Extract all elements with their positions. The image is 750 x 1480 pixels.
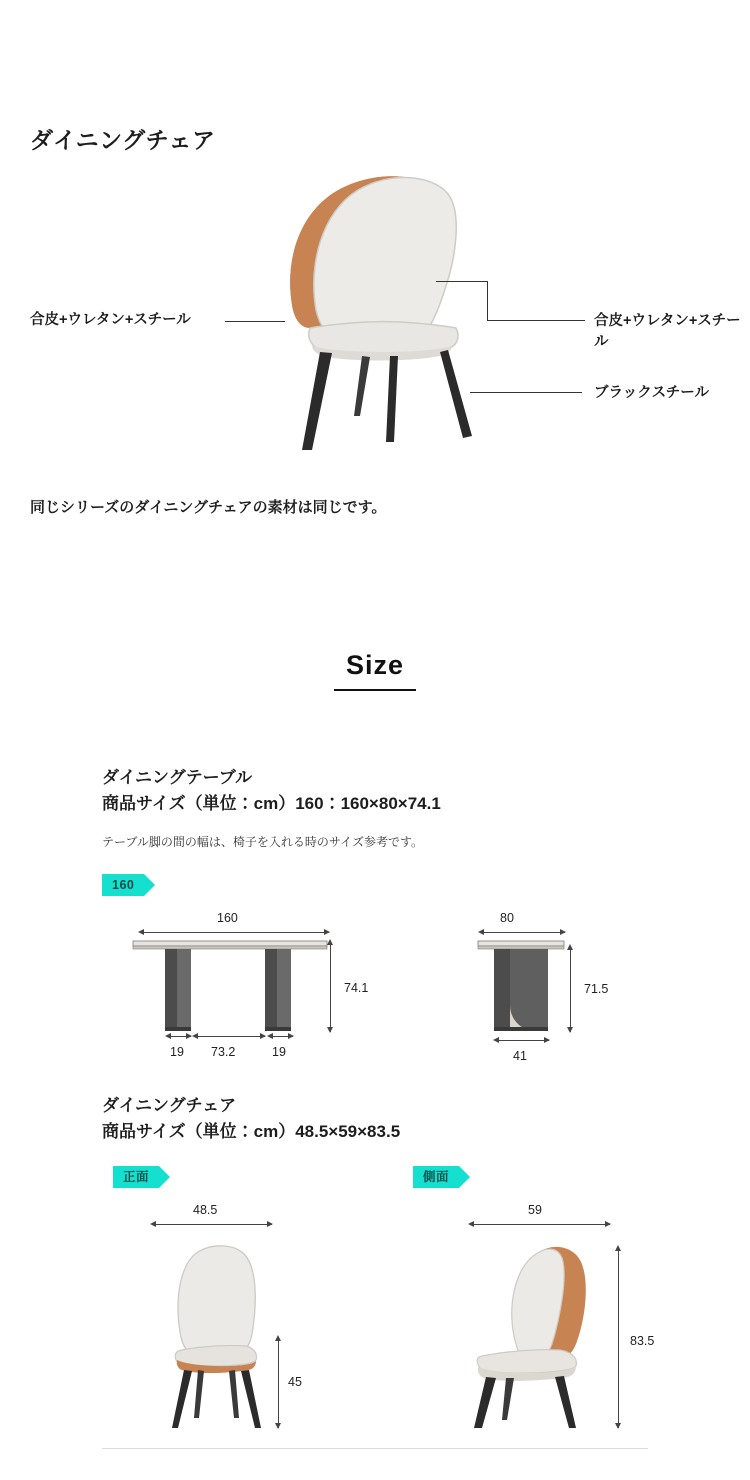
table-side-base-arrow-l (493, 1037, 499, 1043)
chair-name: ダイニングチェア (102, 1096, 237, 1115)
table-front-gap-value: 73.2 (211, 1045, 236, 1059)
lead-line-left (225, 321, 285, 322)
chair-side-height-arrow-d (615, 1423, 621, 1429)
table-side-height-arrow-d (567, 1027, 573, 1033)
chair-front-width-arrow-l (150, 1221, 156, 1227)
table-side-height-arrow-u (567, 944, 573, 950)
table-front-height-value: 74.1 (344, 981, 369, 995)
table-front-leg-right-arrow-l (267, 1033, 273, 1039)
table-front-height-arrow-down (327, 1027, 333, 1033)
series-note: 同じシリーズのダイニングチェアの素材は同じです。 (30, 499, 387, 516)
chair-front-width-arrow-r (267, 1221, 273, 1227)
chair-spec: 商品サイズ（単位：cm）48.5×59×83.5 (102, 1122, 401, 1142)
materials-section (0, 0, 750, 560)
page-title: ダイニングチェア (30, 127, 216, 153)
table-side-base-arrow-r (544, 1037, 550, 1043)
lead-line-right-top-h1 (436, 281, 488, 282)
table-side-base-value: 41 (513, 1049, 527, 1063)
table-side-width-line (480, 932, 565, 933)
chair-side-depth-arrow-l (468, 1221, 474, 1227)
chair-front-seat-height-line (278, 1337, 279, 1428)
table-front-width-arrow-left (138, 929, 144, 935)
lead-line-right-top-h2 (487, 320, 585, 321)
table-side-height-line (570, 946, 571, 1032)
table-front-view (125, 935, 335, 1045)
table-side-width-value: 80 (500, 911, 514, 925)
callout-label-left: 合皮+ウレタン+スチール (30, 312, 191, 328)
table-front-leg-right-arrow-r (288, 1033, 294, 1039)
chair-side-height-line (618, 1247, 619, 1428)
callout-label-right-top: 合皮+ウレタン+スチール (594, 313, 741, 351)
chair-front-view (150, 1232, 280, 1432)
callout-label-right-bottom: ブラックスチール (594, 385, 709, 401)
chair-side-view (460, 1232, 610, 1432)
table-side-width-arrow-r (560, 929, 566, 935)
table-front-leg-right-value: 19 (272, 1045, 286, 1059)
chair-front-width-line (152, 1224, 272, 1225)
bottom-divider (102, 1448, 648, 1449)
table-block-title (102, 765, 441, 818)
table-side-width-arrow-l (478, 929, 484, 935)
table-front-width-arrow-right (324, 929, 330, 935)
table-side-height-value: 71.5 (584, 982, 609, 996)
chair-front-width-value: 48.5 (193, 1203, 218, 1217)
chair-illustration (250, 160, 530, 460)
chair-block-title (102, 1093, 400, 1146)
table-front-height-arrow-up (327, 939, 333, 945)
size-heading-wrap (0, 650, 750, 691)
tag-front-view: 正面 (113, 1166, 159, 1188)
table-name: ダイニングテーブル (102, 768, 253, 787)
tag-160: 160 (102, 874, 144, 896)
chair-side-depth-value: 59 (528, 1203, 542, 1217)
chair-side-depth-arrow-r (605, 1221, 611, 1227)
table-front-gap-arrow-l (192, 1033, 198, 1039)
chair-side-depth-line (470, 1224, 610, 1225)
table-front-leg-left-value: 19 (170, 1045, 184, 1059)
table-front-width-value: 160 (217, 911, 238, 925)
table-note: テーブル脚の間の幅は、椅子を入れる時のサイズ参考です。 (102, 835, 424, 849)
size-heading: Size (334, 650, 416, 691)
chair-front-seat-arrow-u (275, 1335, 281, 1341)
lead-line-right-top-v (487, 281, 488, 321)
chair-side-height-value: 83.5 (630, 1334, 655, 1348)
lead-line-right-bottom (470, 392, 582, 393)
table-side-view (470, 935, 580, 1045)
table-front-height-line (330, 941, 331, 1032)
tag-side-view: 側面 (413, 1166, 459, 1188)
table-front-gap-arrow-r (260, 1033, 266, 1039)
table-front-gap-line (194, 1036, 265, 1037)
table-front-leg-left-arrow-l (165, 1033, 171, 1039)
table-front-width-line (140, 932, 329, 933)
table-spec: 商品サイズ（単位：cm）160：160×80×74.1 (102, 794, 441, 814)
chair-front-seat-arrow-d (275, 1423, 281, 1429)
table-side-base-line (495, 1040, 549, 1041)
chair-side-height-arrow-u (615, 1245, 621, 1251)
chair-front-seat-height-value: 45 (288, 1375, 302, 1389)
